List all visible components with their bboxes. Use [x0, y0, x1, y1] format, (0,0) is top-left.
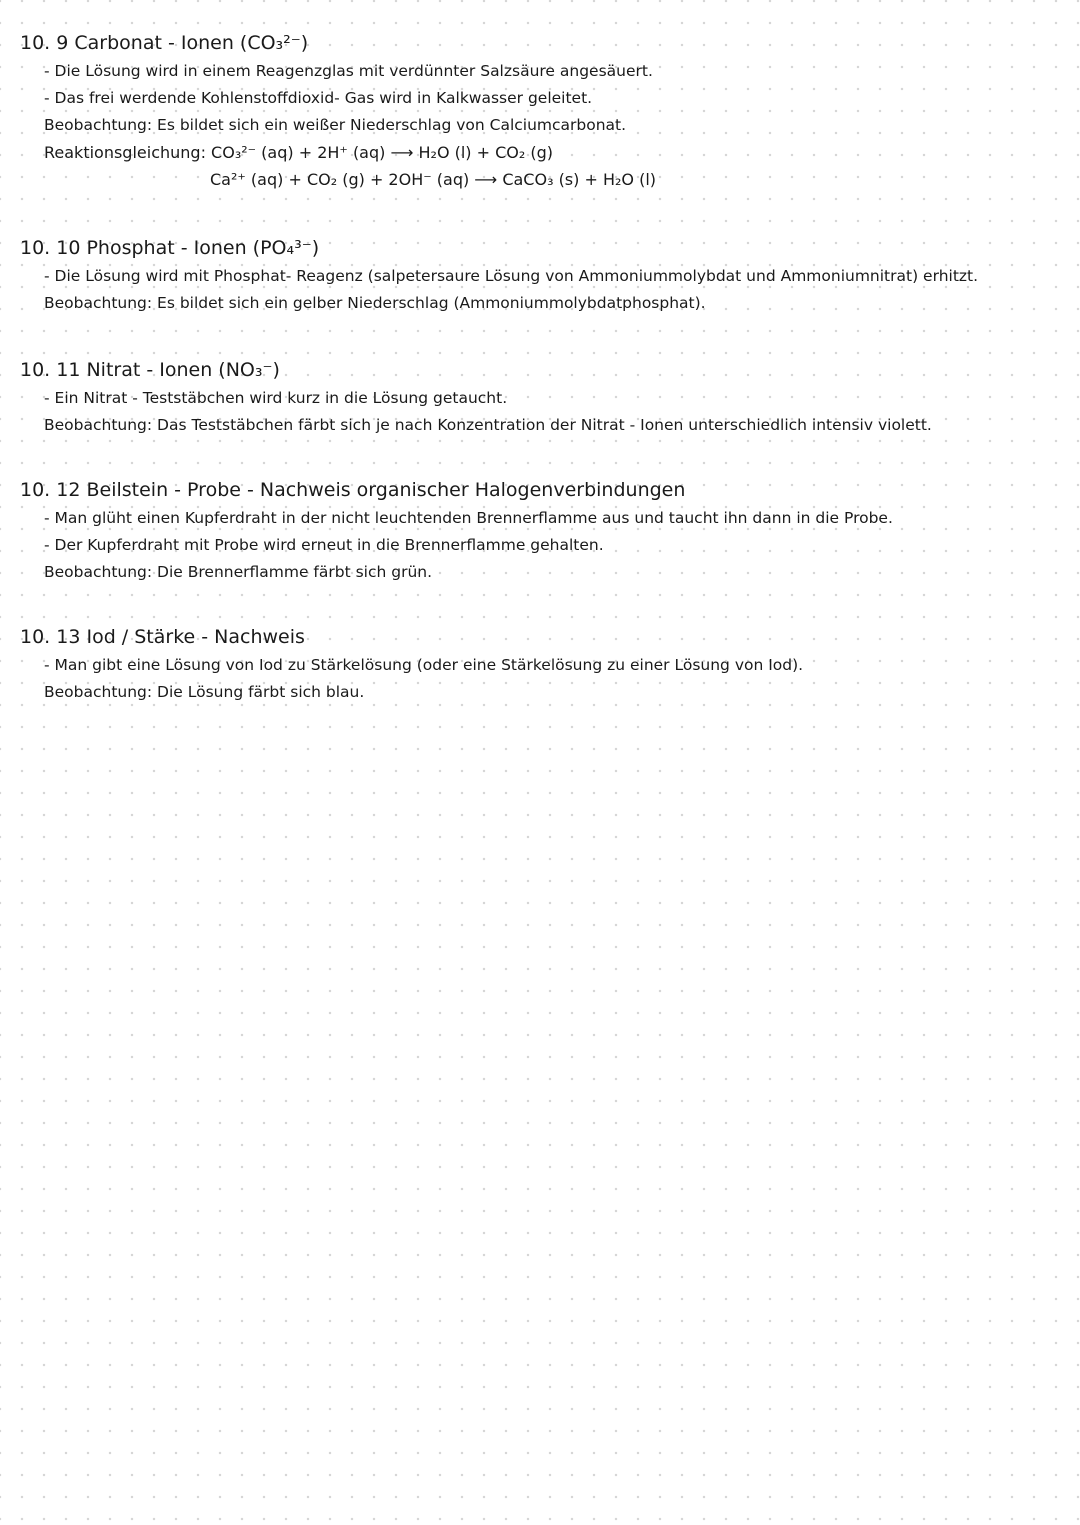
section-phosphat — [20, 233, 1060, 317]
text-line: - Man glüht einen Kupferdraht in der nicht leuchtenden Brennerflamme aus und taucht ihn dann in die Probe. — [44, 509, 893, 527]
equation-2: Ca²⁺ (aq) + CO₂ (g) + 2OH⁻ (aq) ⟶ CaCO₃ (s) + H₂O (l) — [210, 170, 657, 189]
text-line: - Die Lösung wird mit Phosphat- Reagenz (salpetersaure Lösung von Ammoniummolybdat und Ammoniumnitrat) erhitzt. — [44, 267, 979, 285]
section-heading: 10. 13 Iod / Stärke - Nachweis — [20, 626, 305, 648]
text-line: - Die Lösung wird in einem Reagenzglas mit verdünnter Salzsäure angesäuert. — [44, 62, 653, 80]
observation-line: Beobachtung: Die Lösung färbt sich blau. — [44, 683, 365, 701]
equation-row-1 — [44, 139, 1060, 166]
text-line: - Der Kupferdraht mit Probe wird erneut in die Brennerflamme gehalten. — [44, 536, 604, 554]
observation-line: Beobachtung: Das Teststäbchen färbt sich je nach Konzentration der Nitrat - Ionen unterschiedlich intensiv violett. — [44, 416, 932, 434]
equation-1: CO₃²⁻ (aq) + 2H⁺ (aq) ⟶ H₂O (l) + CO₂ (g) — [211, 143, 554, 162]
section-heading: 10. 11 Nitrat - Ionen (NO₃⁻) — [20, 359, 280, 381]
text-line: - Man gibt eine Lösung von Iod zu Stärkelösung (oder eine Stärkelösung zu einer Lösung von Iod). — [44, 656, 804, 674]
text-line: - Ein Nitrat - Teststäbchen wird kurz in die Lösung getaucht. — [44, 389, 508, 407]
section-carbonat — [20, 28, 1060, 193]
observation-line: Beobachtung: Es bildet sich ein weißer Niederschlag von Calciumcarbonat. — [44, 116, 627, 134]
observation-line: Beobachtung: Die Brennerflamme färbt sich grün. — [44, 563, 433, 581]
section-iod-staerke — [20, 622, 1060, 706]
equation-label: Reaktionsgleichung: — [44, 143, 206, 162]
section-heading: 10. 12 Beilstein - Probe - Nachweis organischer Halogenverbindungen — [20, 479, 686, 501]
section-beilstein — [20, 475, 1060, 586]
text-line: - Das frei werdende Kohlenstoffdioxid- Gas wird in Kalkwasser geleitet. — [44, 89, 593, 107]
section-heading: 10. 9 Carbonat - Ionen (CO₃²⁻) — [20, 32, 309, 54]
section-heading: 10. 10 Phosphat - Ionen (PO₄³⁻) — [20, 237, 320, 259]
section-nitrat — [20, 355, 1060, 439]
observation-line: Beobachtung: Es bildet sich ein gelber Niederschlag (Ammoniummolybdatphosphat). — [44, 294, 706, 312]
